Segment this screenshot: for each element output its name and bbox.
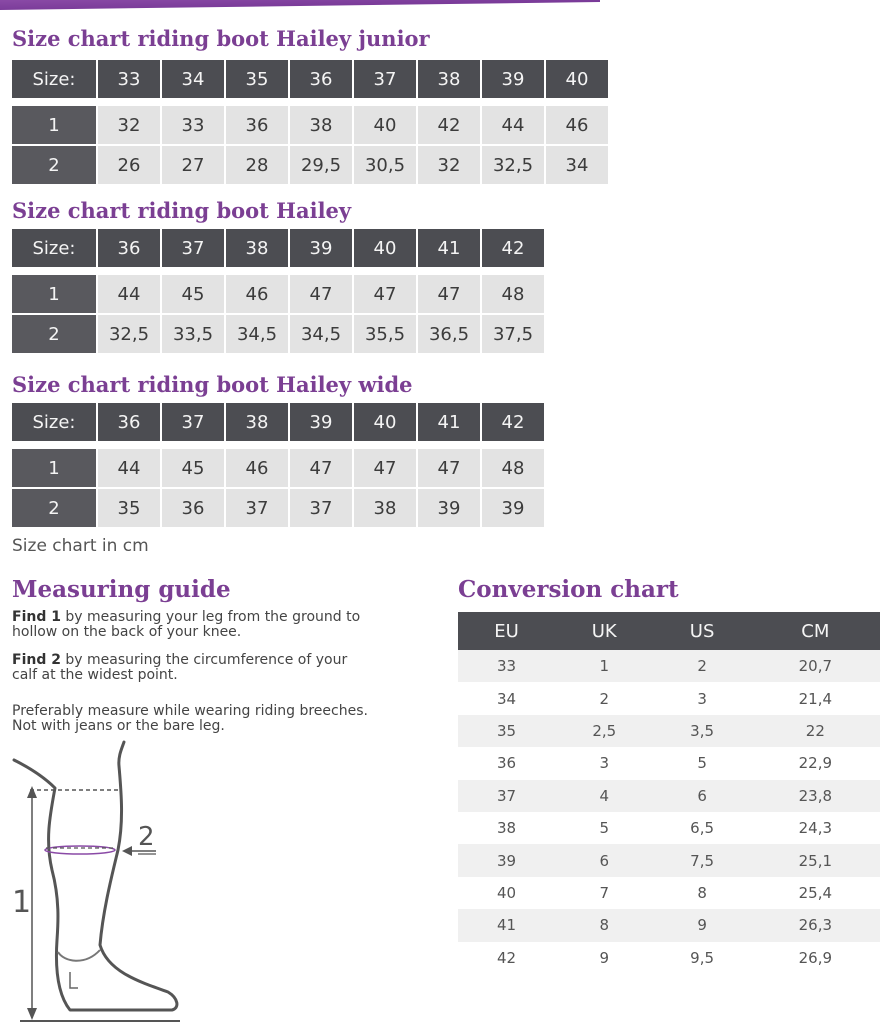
measurement-cell: 30,5 [354,146,416,184]
measurement-cell: 44 [98,275,160,313]
measurement-cell: 36 [162,489,224,527]
wide-size-table [10,401,546,529]
size-header-cell: 38 [418,60,480,98]
conversion-cell: 3 [555,747,654,779]
size-header-cell: 40 [354,403,416,441]
measurement-row [12,489,544,527]
conversion-cell: 6 [654,780,751,812]
size-header-cell: 42 [482,229,544,267]
measurement-label: 1 [12,106,96,144]
measurement-cell: 34,5 [226,315,288,353]
measurement-cell: 29,5 [290,146,352,184]
size-header-cell: 39 [482,60,544,98]
size-header-cell: 42 [482,403,544,441]
conversion-cell: 3 [654,682,751,714]
label-1: 1 [12,885,32,920]
conversion-row [458,942,880,974]
size-header-row [12,60,608,98]
conversion-cell: 26,9 [751,942,880,974]
size-header-label: Size: [12,229,96,267]
conversion-row [458,877,880,909]
measurement-cell: 47 [354,449,416,487]
conversion-cell: 25,1 [751,844,880,876]
conversion-cell: 22 [751,715,880,747]
conversion-cell: 9 [555,942,654,974]
conversion-header-cell: EU [458,612,555,650]
top-accent-bar [0,0,600,10]
regular-chart-title: Size chart riding boot Hailey [12,198,352,223]
measurement-cell: 37,5 [482,315,544,353]
conversion-cell: 23,8 [751,780,880,812]
conversion-cell: 7 [555,877,654,909]
conversion-cell: 42 [458,942,555,974]
conversion-header-cell: US [654,612,751,650]
measurement-cell: 46 [226,449,288,487]
conversion-cell: 3,5 [654,715,751,747]
measurement-cell: 34 [546,146,608,184]
measurement-label: 1 [12,275,96,313]
measurement-cell: 46 [226,275,288,313]
conversion-cell: 8 [555,909,654,941]
conversion-cell: 37 [458,780,555,812]
measurement-cell: 48 [482,275,544,313]
measurement-cell: 47 [418,449,480,487]
leg-measuring-illustration [0,740,200,1024]
size-header-cell: 39 [290,403,352,441]
measurement-row [12,315,544,353]
conversion-cell: 22,9 [751,747,880,779]
guide-advice: Preferably measure while wearing riding breeches. Not with jeans or the bare leg. [12,703,368,734]
measurement-cell: 39 [418,489,480,527]
measurement-cell: 38 [290,106,352,144]
size-header-cell: 40 [546,60,608,98]
wide-chart-title: Size chart riding boot Hailey wide [12,372,413,397]
measurement-cell: 47 [418,275,480,313]
measurement-row [12,146,608,184]
measurement-row [12,275,544,313]
size-header-cell: 38 [226,229,288,267]
measurement-cell: 34,5 [290,315,352,353]
conversion-header-cell: CM [751,612,880,650]
conversion-cell: 40 [458,877,555,909]
measurement-cell: 36,5 [418,315,480,353]
measurement-cell: 40 [354,106,416,144]
size-header-cell: 37 [354,60,416,98]
measurement-cell: 26 [98,146,160,184]
conversion-cell: 8 [654,877,751,909]
measurement-cell: 27 [162,146,224,184]
measuring-guide-title: Measuring guide [12,576,231,603]
find2-bold: Find 2 [12,652,61,668]
measurement-cell: 37 [226,489,288,527]
measurement-cell: 36 [226,106,288,144]
conversion-cell: 2,5 [555,715,654,747]
conversion-cell: 26,3 [751,909,880,941]
size-unit-note: Size chart in cm [12,536,149,556]
measurement-cell: 32 [418,146,480,184]
size-header-cell: 41 [418,229,480,267]
size-header-cell: 40 [354,229,416,267]
conversion-cell: 20,7 [751,650,880,682]
conversion-table [458,612,880,974]
measurement-cell: 33,5 [162,315,224,353]
conversion-cell: 2 [654,650,751,682]
conversion-cell: 6 [555,844,654,876]
conversion-cell: 39 [458,844,555,876]
measurement-cell: 44 [98,449,160,487]
measurement-row [12,449,544,487]
guide-find2 [12,653,372,683]
measurement-label: 1 [12,449,96,487]
measurement-cell: 35 [98,489,160,527]
measurement-cell: 32,5 [482,146,544,184]
find2-text: by measuring the circumference of your calf at the widest point. [12,652,348,683]
measurement-cell: 44 [482,106,544,144]
size-header-cell: 38 [226,403,288,441]
size-header-cell: 36 [290,60,352,98]
measurement-cell: 42 [418,106,480,144]
conversion-cell: 21,4 [751,682,880,714]
junior-size-table [10,58,610,186]
conversion-row [458,747,880,779]
measurement-cell: 47 [290,449,352,487]
conversion-row [458,780,880,812]
measurement-cell: 38 [354,489,416,527]
conversion-cell: 1 [555,650,654,682]
size-header-cell: 41 [418,403,480,441]
regular-size-table [10,227,546,355]
conversion-cell: 7,5 [654,844,751,876]
measurement-label: 2 [12,489,96,527]
conversion-cell: 38 [458,812,555,844]
size-header-cell: 39 [290,229,352,267]
guide-find1 [12,610,372,640]
find1-text: by measuring your leg from the ground to hollow on the back of your knee. [12,609,361,640]
conversion-cell: 4 [555,780,654,812]
label-2: 2 [138,822,155,852]
measurement-cell: 45 [162,275,224,313]
measurement-cell: 35,5 [354,315,416,353]
conversion-cell: 6,5 [654,812,751,844]
measurement-cell: 32 [98,106,160,144]
size-header-label: Size: [12,403,96,441]
junior-chart-title: Size chart riding boot Hailey junior [12,26,430,51]
measurement-cell: 37 [290,489,352,527]
conversion-row [458,844,880,876]
conversion-cell: 25,4 [751,877,880,909]
measurement-cell: 47 [354,275,416,313]
measurement-cell: 39 [482,489,544,527]
measurement-cell: 48 [482,449,544,487]
conversion-cell: 9 [654,909,751,941]
measurement-row [12,106,608,144]
conversion-row [458,650,880,682]
conversion-header-cell: UK [555,612,654,650]
find1-bold: Find 1 [12,609,61,625]
size-header-row [12,403,544,441]
measurement-cell: 28 [226,146,288,184]
conversion-row [458,715,880,747]
size-header-cell: 37 [162,229,224,267]
size-header-cell: 34 [162,60,224,98]
conversion-chart-title: Conversion chart [458,576,679,603]
size-header-cell: 33 [98,60,160,98]
conversion-cell: 33 [458,650,555,682]
conversion-header-row [458,612,880,650]
conversion-cell: 24,3 [751,812,880,844]
measurement-cell: 33 [162,106,224,144]
size-header-cell: 37 [162,403,224,441]
conversion-cell: 5 [555,812,654,844]
measurement-cell: 32,5 [98,315,160,353]
measurement-cell: 47 [290,275,352,313]
size-header-row [12,229,544,267]
conversion-cell: 36 [458,747,555,779]
measurement-cell: 46 [546,106,608,144]
conversion-row [458,909,880,941]
conversion-cell: 35 [458,715,555,747]
conversion-row [458,812,880,844]
size-header-cell: 36 [98,403,160,441]
size-header-cell: 36 [98,229,160,267]
conversion-cell: 34 [458,682,555,714]
measurement-label: 2 [12,315,96,353]
measurement-label: 2 [12,146,96,184]
measurement-cell: 45 [162,449,224,487]
conversion-cell: 41 [458,909,555,941]
conversion-row [458,682,880,714]
conversion-cell: 2 [555,682,654,714]
size-header-label: Size: [12,60,96,98]
size-header-cell: 35 [226,60,288,98]
conversion-cell: 5 [654,747,751,779]
conversion-cell: 9,5 [654,942,751,974]
